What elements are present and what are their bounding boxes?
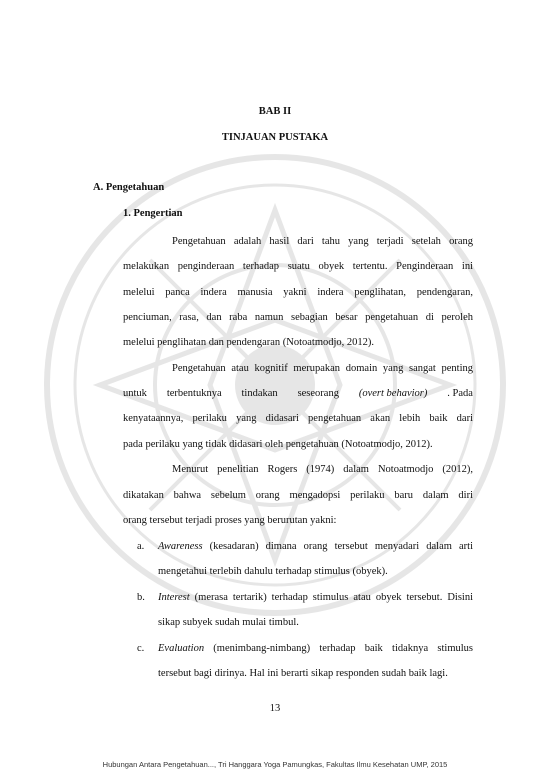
page-number: 13 [269, 703, 281, 714]
list-text: (menimbang-nimbang) terhadap baik tidaknya stimulus [204, 643, 473, 654]
word: seseorang [297, 388, 339, 399]
word: terbentuknya [166, 388, 222, 399]
paragraph-line: Pengetahuan adalah hasil dari tahu yang terjadi setelah orang [172, 236, 473, 247]
list-marker: c. [137, 643, 145, 654]
paragraph-line: Menurut penelitian Rogers (1974) dalam Notoatmodjo (2012), [172, 464, 473, 475]
paragraph-line: melelui penglihatan dan pendengaran (Notoatmodjo, 2012). [123, 337, 375, 348]
subsection-heading: 1. Pengertian [123, 208, 183, 219]
list-item-continuation: tersebut bagi dirinya. Hal ini berarti sikap responden sudah baik lagi. [158, 668, 448, 679]
section-heading: A. Pengetahuan [93, 182, 165, 193]
list-item-continuation: mengetahui terlebih dahulu terhadap stimulus (obyek). [158, 566, 388, 577]
list-term: Evaluation [158, 643, 205, 654]
paragraph-line: melakukan penginderaan terhadap suatu obyek tertentu. Penginderaan ini [123, 261, 473, 272]
word: . Pada [447, 388, 473, 399]
chapter-title: TINJAUAN PUSTAKA [221, 132, 329, 143]
paragraph-line: penciuman, rasa, dan raba namun sebagian besar pengetahuan di peroleh [123, 312, 473, 323]
paragraph-line: pada perilaku yang tidak didasari oleh pengetahuan (Notoatmodjo, 2012). [123, 439, 433, 450]
list-text: (kesadaran) dimana orang tersebut menyadari dalam arti [202, 541, 473, 552]
word: untuk [123, 388, 147, 399]
list-text: (merasa tertarik) terhadap stimulus atau obyek tersebut. Disini [189, 592, 473, 603]
paragraph-line: orang tersebut terjadi proses yang berurutan yakni: [123, 515, 337, 526]
paragraph-line: Pengetahuan atau kognitif merupakan domain yang sangat penting [172, 363, 473, 374]
list-item-continuation: sikap subyek sudah mulai timbul. [158, 617, 299, 628]
page-footer: Hubungan Antara Pengetahuan..., Tri Hanggara Yoga Pamungkas, Fakultas Ilmu Kesehatan UMP, 2015 [102, 760, 448, 769]
list-term: Awareness [158, 541, 203, 552]
list-item [158, 541, 473, 552]
paragraph-line-spaced [123, 388, 473, 399]
list-marker: b. [137, 592, 145, 603]
list-marker: a. [137, 541, 145, 552]
word: tindakan [241, 388, 278, 399]
italic-term: (overt behavior) [358, 388, 428, 399]
chapter-heading: BAB II [258, 106, 292, 117]
list-item [158, 643, 473, 654]
paragraph-line: kenyataannya, perilaku yang didasari pengetahuan akan lebih baik dari [123, 413, 473, 424]
paragraph-line: dikatakan bahwa sebelum orang mengadopsi perilaku baru dalam diri [123, 490, 473, 501]
list-item [158, 592, 473, 603]
paragraph-line: melelui panca indera manusia yakni indera penglihatan, pendengaran, [123, 287, 473, 298]
list-term: Interest [158, 592, 190, 603]
